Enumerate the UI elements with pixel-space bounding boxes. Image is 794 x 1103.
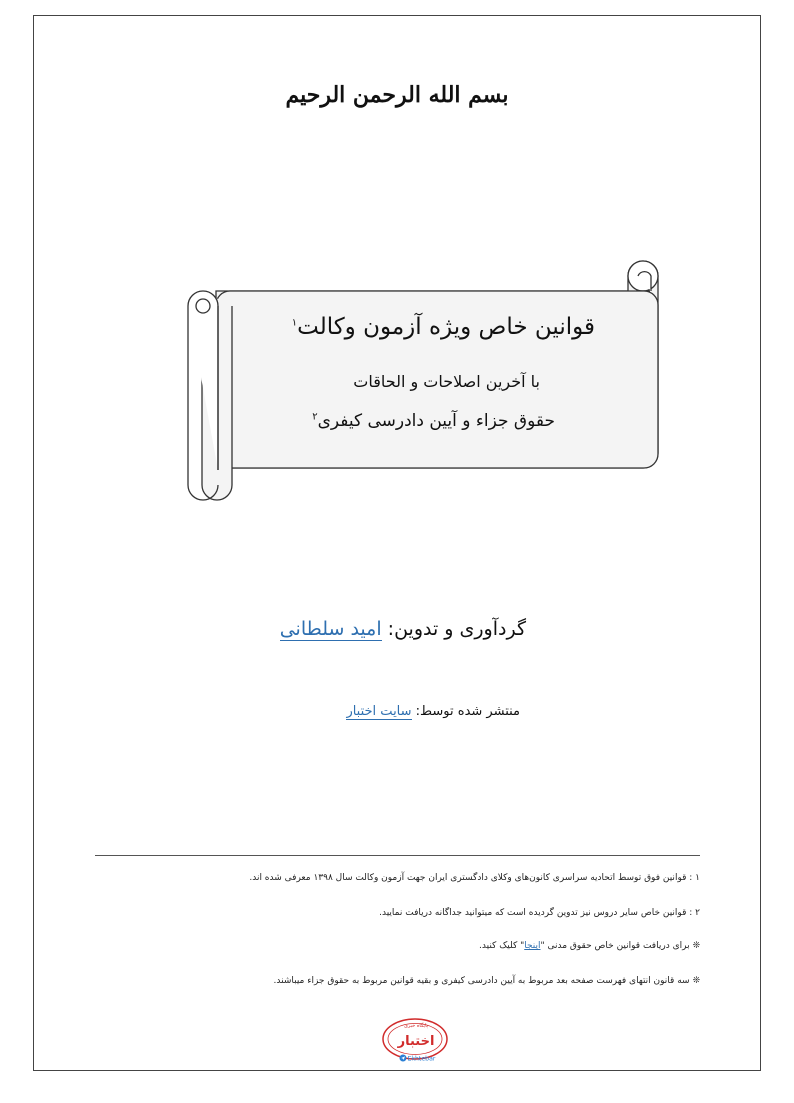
footnote-2: ۲ : قوانین خاص سایر دروس نیز تدوین گردیده است که میتوانید جداگانه دریافت نمایید. (379, 908, 700, 918)
title-text: قوانین خاص ویژه آزمون وکالت (297, 314, 595, 340)
logo-arc-text: پایگاه خبری (403, 1023, 429, 1029)
publisher-label: منتشر شده توسط: (411, 704, 520, 719)
compiler-label: گردآوری و تدوین: (381, 618, 526, 640)
footnote-1: ۱ : قوانین فوق توسط اتحادیه سراسری کانون‌های وکلای دادگستری ایران جهت آزمون وکالت سال ۱۳۹۸ معرفی شده اند. (249, 873, 700, 883)
footnote-3-text-before: برای دریافت قوانین خاص حقوق مدنی " (540, 941, 693, 951)
footnote-4 (95, 976, 700, 986)
publisher-name-link[interactable]: سایت اختبار (346, 704, 412, 719)
footnote-3-text-after: " کلیک کنید. (479, 941, 525, 951)
civil-law-download-link[interactable]: اینجا (524, 941, 541, 951)
footnote-4-text: سه قانون انتهای فهرست صفحه بعد مربوط به آیین دادرسی کیفری و بقیه قوانین مربوط به حقوق جزاء میباشند. (273, 976, 693, 986)
subject-text: حقوق جزاء و آیین دادرسی کیفری (317, 411, 555, 431)
logo-handle: Ekhtebar (407, 1055, 436, 1063)
footnote-ref-1[interactable]: ۱ (291, 317, 298, 329)
document-subtitle: با آخرین اصلاحات و الحاقات (353, 372, 540, 391)
footnote-ref-2[interactable]: ۲ (312, 411, 318, 423)
footnote-separator (95, 855, 700, 856)
logo-text: اختبار (397, 1034, 435, 1049)
compiler-credit (220, 618, 526, 640)
asterism-icon: ❊ (692, 976, 700, 986)
ekhtebar-logo[interactable] (381, 1017, 453, 1065)
basmala-heading: بسم الله الرحمن الرحیم (285, 82, 509, 108)
publisher-credit (220, 704, 520, 719)
compiler-name-link[interactable]: امید سلطانی (279, 618, 382, 640)
document-title (215, 314, 595, 340)
asterism-icon: ❊ (692, 941, 700, 951)
footnote-3 (95, 941, 700, 951)
document-subject (215, 411, 555, 431)
